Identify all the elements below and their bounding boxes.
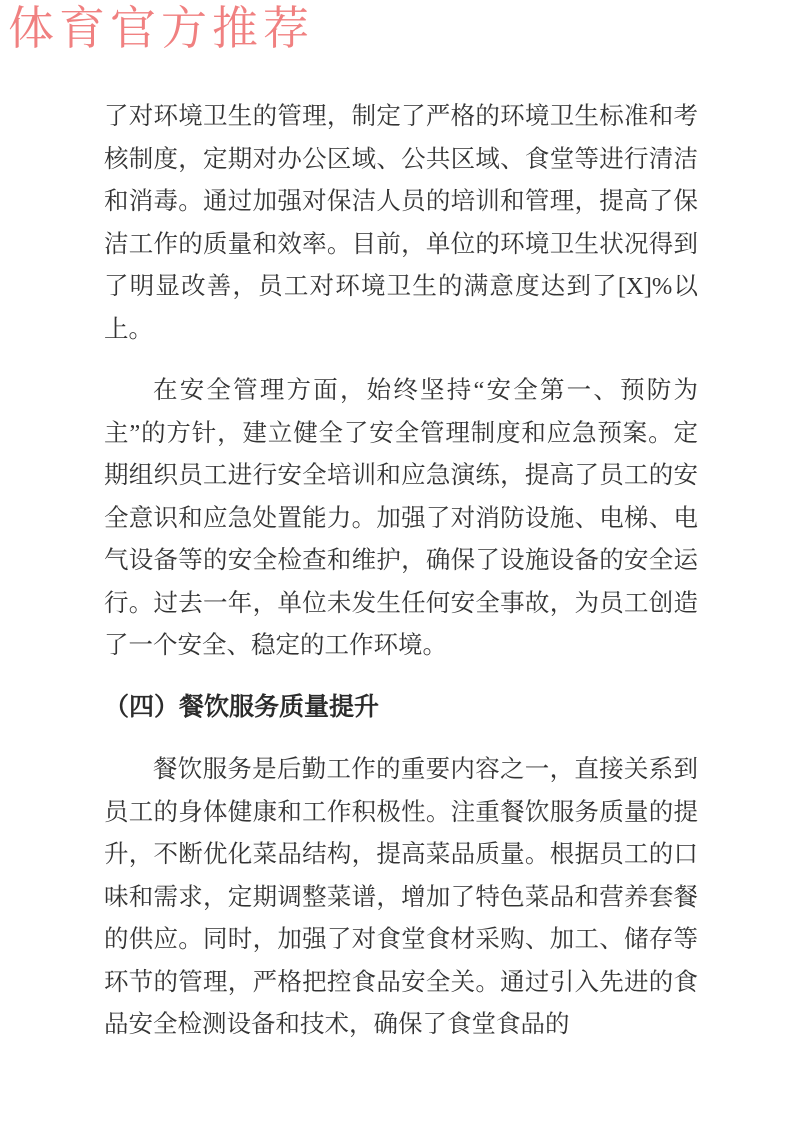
paragraph-environment-hygiene: 了对环境卫生的管理，制定了严格的环境卫生标准和考核制度，定期对办公区域、公共区域、食堂等进行清洁和消毒。通过加强对保洁人员的培训和管理，提高了保洁工作的质量和效率。目前，单位的环境卫生状况得到了明显改善，员工对环境卫生的满意度达到了[X]%以上。 xyxy=(104,103,698,343)
watermark-header: 体育官方推荐 xyxy=(8,3,314,54)
section-heading-catering-quality: （四）餐饮服务质量提升 xyxy=(104,693,380,721)
document-body xyxy=(104,96,698,1066)
paragraph-safety-management: 在安全管理方面，始终坚持“安全第一、预防为主”的方针，建立健全了安全管理制度和应急预案。定期组织员工进行安全培训和应急演练，提高了员工的安全意识和应急处置能力。加强了对消防设施、电梯、电气设备等的安全检查和维护，确保了设施设备的安全运行。过去一年，单位未发生任何安全事故，为员工创造了一个安全、稳定的工作环境。 xyxy=(104,377,698,659)
paragraph-catering-service: 餐饮服务是后勤工作的重要内容之一，直接关系到员工的身体健康和工作积极性。注重餐饮服务质量的提升，不断优化菜品结构，提高菜品质量。根据员工的口味和需求，定期调整菜谱，增加了特色菜品和营养套餐的供应。同时，加强了对食堂食材采购、加工、储存等环节的管理，严格把控食品安全关。通过引入先进的食品安全检测设备和技术，确保了食堂食品的 xyxy=(104,756,698,1038)
